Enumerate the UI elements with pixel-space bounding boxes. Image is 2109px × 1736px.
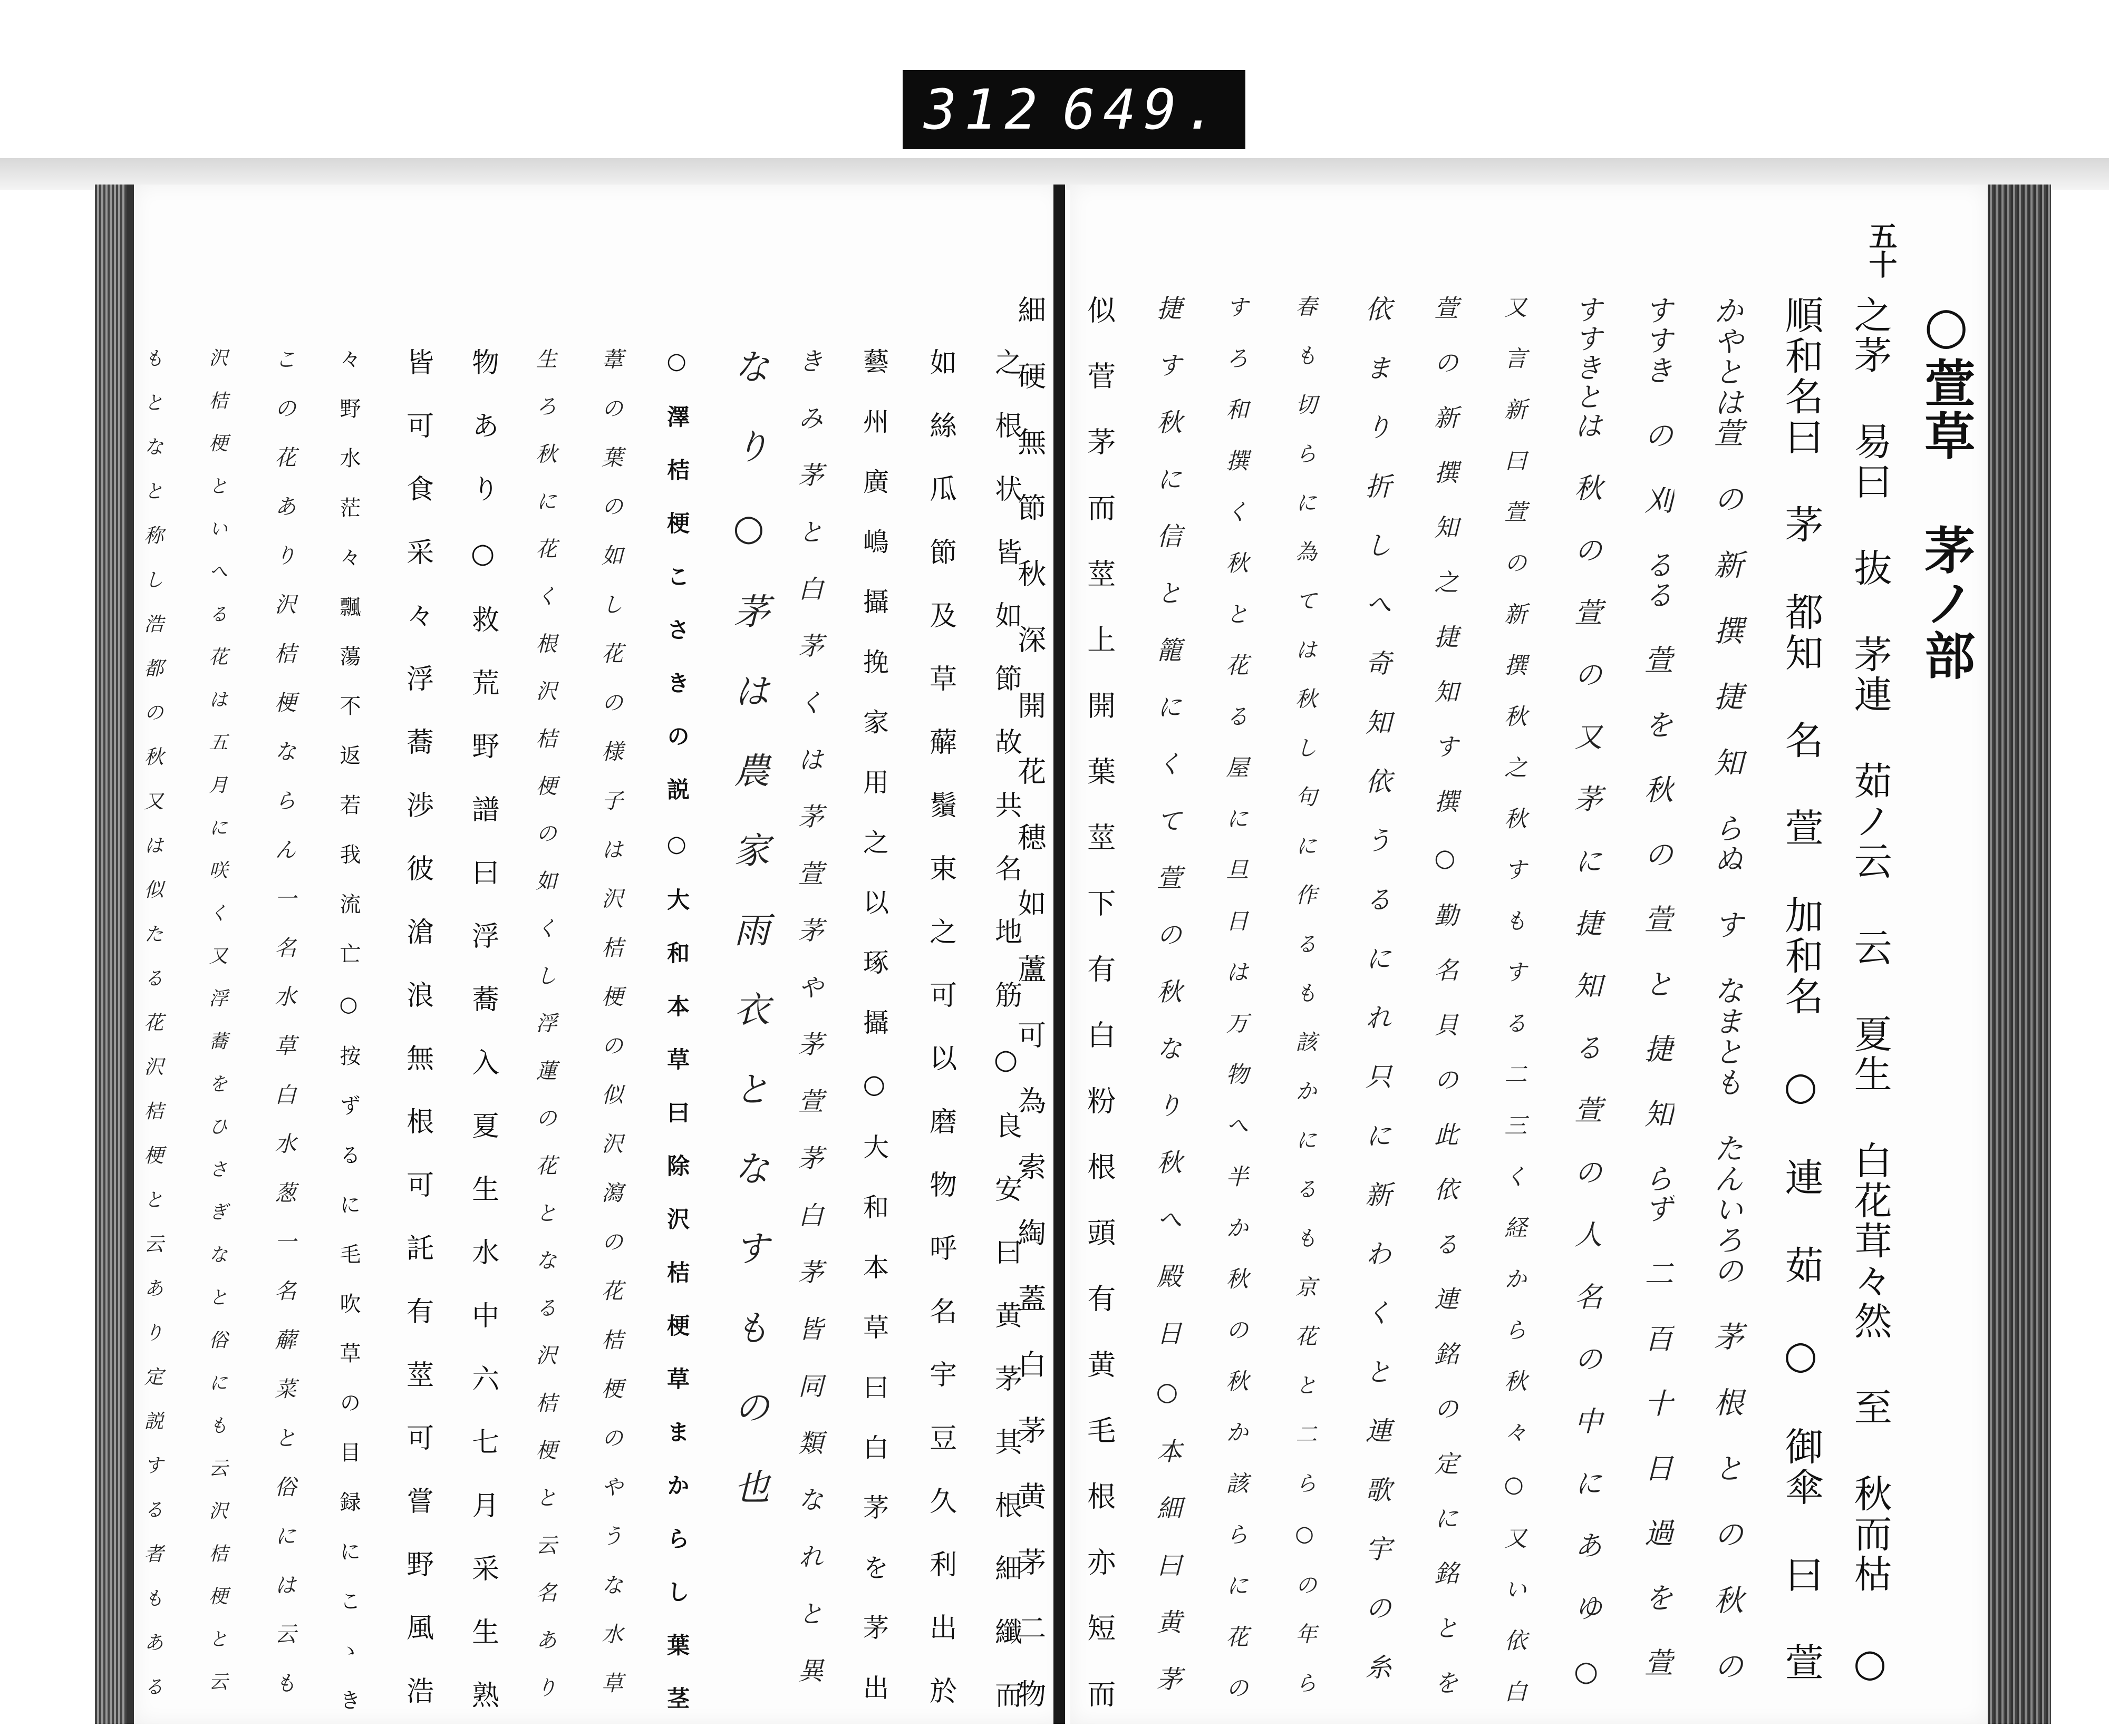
right-page-column: すすき の 刈 るる 萱 を 秋 の 萱 と 捷 知 らず 二 百 十 日 過 を 萱	[1639, 295, 1673, 1677]
left-page-column: 生 ろ 秋 に 花 く 根 沢 桔 梗 の 如 く し 浮 蓮 の 花 と な る 沢 桔 梗 と 云 名 あ り	[533, 348, 557, 1699]
right-page-column: す ろ 和 撰 く 秋 と 花 る 屋 に 旦 日 は 万 物 へ 半 か 秋 の 秋 か 該 ら に 花 の	[1222, 295, 1249, 1700]
right-page-column: 細 硬 無 節 秋 深 開 花 穂 如 蘆 可 為 索 綯 蓋 白 茅 黄 茅 二 物	[1013, 295, 1047, 1710]
left-page-column: 沢 桔 梗 と い へ る 花 は 五 月 に 咲 く 又 浮 蕎 を ひ さ ぎ な と 俗 に も 云 沢 桔 梗 と 云	[206, 348, 228, 1692]
right-page-column: ○萱草 茅ノ部	[1916, 295, 1976, 682]
catalog-number-label	[903, 70, 1245, 149]
right-page-column: 萱 の 新 撰 知 之 捷 知 す 撰 ○ 勤 名 貝 の 此 依 る 連 銘 の 定 に 銘 と を	[1430, 295, 1459, 1695]
right-page-edges	[1988, 185, 2051, 1724]
left-page-column: 々 野 水 茫 々 飄 蕩 不 返 若 我 流 亡 ○ 按 ず る に 毛 吹 草 の 目 録 に こ ゝ き	[336, 348, 361, 1712]
left-page-edges	[95, 185, 127, 1724]
left-page	[127, 185, 1062, 1724]
right-page-column: 春 も 切 ら に 為 て は 秋 し 句 に 作 る も 該 か に る も 京 花 と 二 ら ○ の 年 ら	[1292, 295, 1318, 1694]
catalog-number-left: 312	[924, 77, 1045, 142]
right-page-column: かやとは萱 の 新 撰 捷 知 らぬ す なまとも たんいろの 茅 根 と の 秋 の	[1709, 295, 1744, 1681]
left-page-column: 物 あ り ○ 救 荒 野 譜 曰 浮 蕎 入 夏 生 水 中 六 七 月 采 生 熟	[467, 348, 499, 1710]
left-page-column: 如 絲 瓜 節 及 草 薢 鬚 束 之 可 以 磨 物 呼 名 宇 豆 久 利 出 於	[924, 348, 956, 1706]
right-page-column: すすきとは 秋 の 萱 の 又 茅 に 捷 知 る 萱 の 人 名 の 中 に あ ゆ ○	[1570, 295, 1602, 1689]
catalog-number-right: 649.	[1062, 77, 1224, 142]
left-page-column: ○ 澤 桔 梗 こ さ き の 説 ○ 大 和 本 草 曰 除 沢 桔 梗 草 ま か ら し 葉 茎	[663, 348, 690, 1711]
right-page-column: 之茅 易曰 抜 茅連 茹ノ云 云 夏生 白花茸々然 至 秋而枯 ○	[1847, 295, 1892, 1687]
right-page-column: 依 ま り 折 し へ 奇 知 依 う る に れ 只 に 新 わ く と 連 歌 宇 の 糸	[1361, 295, 1392, 1681]
left-page-column: 藝 州 廣 嶋 攝 挽 家 用 之 以 琢 攝 ○ 大 和 本 草 曰 白 茅 を 茅 出	[859, 348, 889, 1702]
left-page-column: も と な と 称 し 浩 都 の 秋 又 は 似 た る 花 沢 桔 梗 と 云 あ り 定 説 す る 者 も あ る	[140, 348, 163, 1697]
left-page-column: こ の 花 あ り 沢 桔 梗 な ら ん 一 名 水 草 白 水 葱 一 名 薢 菜 と 俗 に は 云 も	[271, 348, 297, 1694]
page-number: 五十	[1864, 221, 1898, 278]
right-page-column: 順和名曰 茅 都知 名 萱 加和名 ○ 連 茹 ○ 御傘 曰 萱	[1778, 295, 1823, 1683]
left-page-column: 之 根 状 皆 如 節 故 共 名 地 筋 ○ 良 安 曰 黄 茅 其 根 細 纖 而	[990, 348, 1022, 1710]
left-page-column: き み 茅 と 白 茅 く は 茅 萱 茅 や 茅 萱 茅 白 茅 皆 同 類 な れ と 異	[794, 348, 824, 1684]
book-gutter	[1053, 185, 1065, 1724]
right-page-column: 又 言 新 曰 萱 の 新 撰 秋 之 秋 す も す る 二 三 く 経 か ら 秋 々 ○ 又 い 依 白	[1501, 295, 1527, 1703]
right-page-column: 似 菅 茅 而 莖 上 開 葉 莖 下 有 白 粉 根 頭 有 黄 毛 根 亦 短 而	[1082, 295, 1116, 1710]
right-page-column: 捷 す 秋 に 信 と 籠 に く て 萱 の 秋 な り 秋 へ 殿 日 ○ 本 細 曰 黄 茅	[1152, 295, 1182, 1692]
left-page-column: 皆 可 食 采 々 浮 蕎 渉 彼 滄 浪 無 根 可 託 有 莖 可 嘗 野 風 浩	[401, 348, 433, 1706]
left-page-column: 葦 の 葉 の 如 し 花 の 様 子 は 沢 桔 梗 の 似 沢 瀉 の 花 桔 梗 の や う な 水 草	[598, 348, 624, 1694]
left-page-column: な り ○ 茅 は 農 家 雨 衣 と な す も の 也	[728, 348, 770, 1505]
